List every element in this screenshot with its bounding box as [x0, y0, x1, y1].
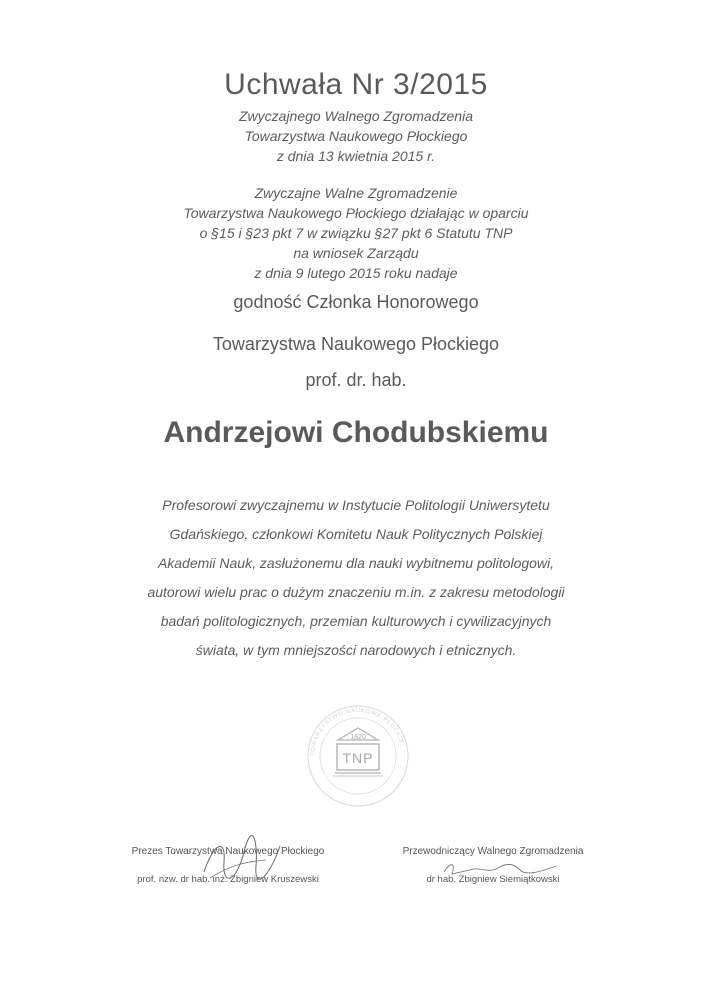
assembly-name: Zwyczajnego Walnego Zgromadzenia	[239, 108, 473, 124]
citation-line: świata, w tym mniejszości narodowych i etnicznych.	[195, 642, 517, 658]
honor-title: godność Członka Honorowego	[233, 292, 479, 312]
recipient-name: Andrzejowi Chodubskiemu	[163, 416, 549, 449]
signature-name: dr hab. Zbigniew Siemiątkowski	[426, 874, 560, 885]
resolution-text-line: Towarzystwa Naukowego Płockiego działając w oparciu	[183, 205, 529, 221]
tnp-seal-icon	[304, 700, 412, 812]
citation-line: badań politologicznych, przemian kulturowych i cywilizacyjnych	[160, 613, 552, 629]
svg-text:TOWARZYSTWO NAUKOWE PŁOCKIE	[310, 708, 404, 756]
citation-line: autorowi wielu prac o dużym znaczeniu m.in. z zakresu metodologii	[147, 584, 565, 600]
academic-title: prof. dr. hab.	[305, 370, 407, 390]
signature-role: Przewodniczący Walnego Zgromadzenia	[402, 846, 584, 857]
signature-block-chairman	[388, 846, 598, 885]
signature-name: prof. nzw. dr hab. inż. Zbigniew Kruszewski	[137, 874, 319, 885]
citation-line: Profesorowi zwyczajnemu w Instytucie Politologii Uniwersytetu	[162, 497, 550, 513]
society-name: Towarzystwa Naukowego Płockiego	[244, 128, 468, 144]
signature-role: Prezes Towarzystwa Naukowego Płockiego	[131, 846, 325, 857]
citation-line: Akademii Nauk, zasłużonemu dla nauki wybitnemu politologowi,	[157, 555, 555, 571]
signature-block-president	[108, 846, 348, 885]
seal-year: 1820	[350, 734, 366, 741]
seal-ring-text: TOWARZYSTWO NAUKOWE PŁOCKIE	[309, 707, 405, 757]
resolution-text-line: Zwyczajne Walne Zgromadzenie	[254, 185, 458, 201]
honor-society: Towarzystwa Naukowego Płockiego	[212, 334, 500, 354]
resolution-text-line: na wniosek Zarządu	[293, 245, 419, 261]
resolution-title: Uchwała Nr 3/2015	[224, 68, 488, 101]
resolution-text-line: z dnia 9 lutego 2015 roku nadaje	[254, 265, 458, 281]
citation-line: Gdańskiego, członkowi Komitetu Nauk Politycznych Polskiej	[169, 526, 543, 542]
seal-letters: TNP	[342, 750, 374, 766]
resolution-date: z dnia 13 kwietnia 2015 r.	[276, 148, 436, 164]
resolution-text-line: o §15 i §23 pkt 7 w związku §27 pkt 6 Statutu TNP	[199, 225, 513, 241]
